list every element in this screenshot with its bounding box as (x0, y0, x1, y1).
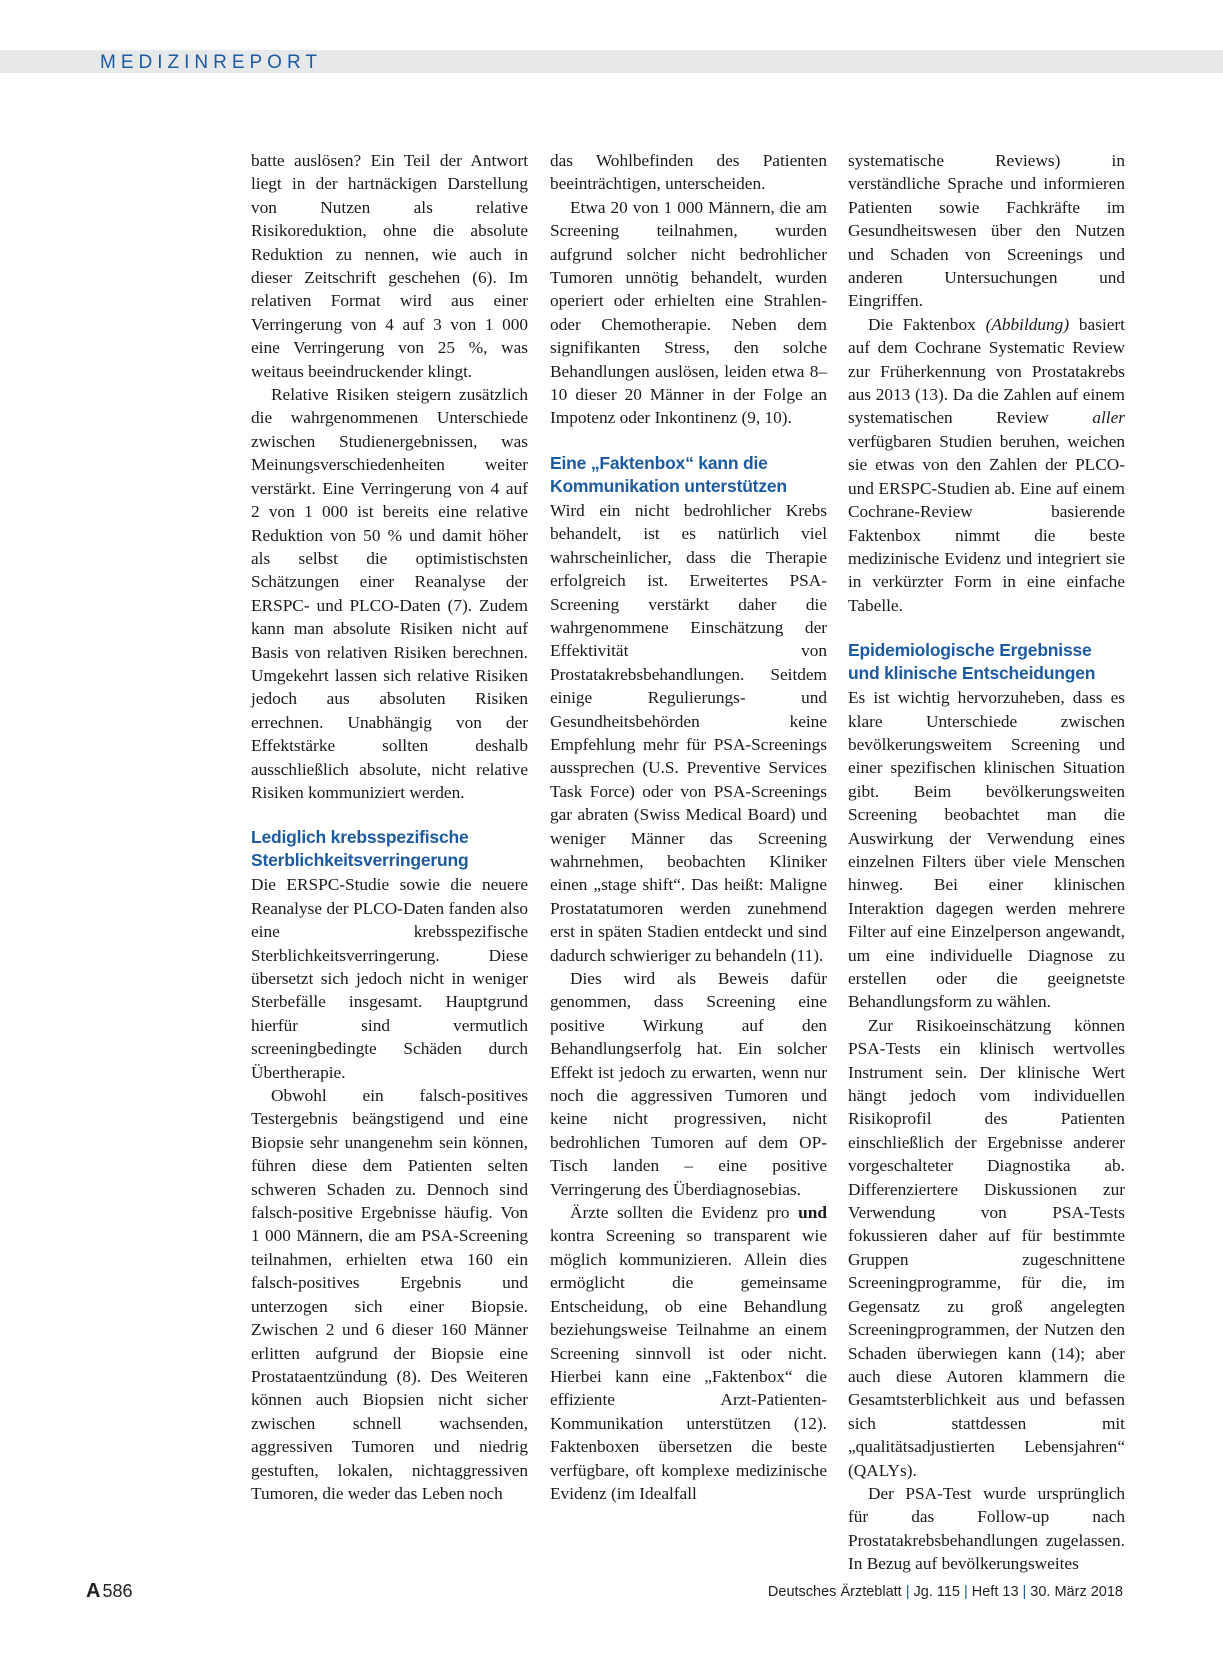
separator: | (963, 1584, 968, 1600)
text-run: Die Faktenbox (868, 314, 976, 334)
paragraph: Relative Risiken steigern zusätzlich die wahrgenommenen Unterschiede zwischen Studienergebnissen, was Meinungsverschiedenheiten weiter verstärkt. Eine Verringerung von 4 auf 2 von 1 000 ist bereits eine relative Reduktion von 50 % und damit höher als selbst die optimistischsten Schätzungen einer Reanalyse der ERSPC- und PLCO-Daten (7). Zudem kann man absolute Risiken nicht auf Basis von relativen Risiken berechnen. Umgekehrt lassen sich relative Risiken jedoch aus absoluten Risiken errechnen. Unabhängig von der Effektstärke sollten deshalb ausschließlich absolute, nicht relative Risiken kommuniziert werden. (251, 385, 528, 802)
bold-word: und (798, 1203, 827, 1223)
paragraph: Obwohl ein falsch-positives Testergebnis beängstigend und eine Biopsie sehr unangenehm sein können, führen diese dem Patienten selten schweren Schaden zu. Dennoch sind falsch-positive Ergebnisse häufig. Von 1 000 Männern, die am PSA-Screening teilnahmen, erhielten etwa 160 ein falsch-positives Ergebnis und unterzogen sich einer Biopsie. Zwischen 2 und 6 dieser 160 Männer erlitten aufgrund der Biopsie eine Prostataentzündung (8). Des Weiteren können auch Biopsien nicht sicher zwischen schnell wachsenden, aggressiven Tumoren und niedrig gestuften, lokalen, nichtaggressiven Tumoren, die weder das Leben noch (251, 1086, 528, 1503)
column-1 (251, 149, 528, 1505)
page-number-value: 586 (102, 1581, 133, 1601)
separator: | (905, 1584, 910, 1600)
text-run: kontra Screening so transparent wie möglich kommunizieren. Allein dies ermöglicht die gemeinsame Entscheidung, ob eine Behandlung beziehungsweise Teilnahme an einem Screening sinnvoll ist oder nicht. Hierbei kann eine „Faktenbox“ die effiziente Arzt-Patienten-Kommunikation unterstützen (12). Faktenboxen übersetzen die beste verfügbare, oft komplexe medizinische Evidenz (im Idealfall (550, 1226, 827, 1503)
subheading: Epidemiologische Ergebnisse und klinische Entscheidungen (848, 640, 1096, 684)
page-number (86, 1580, 133, 1604)
journal-name: Deutsches Ärzteblatt (767, 1584, 902, 1600)
page-prefix: A (86, 1580, 101, 1602)
paragraph (550, 1201, 827, 1505)
paragraph: Dies wird als Beweis dafür genommen, dass Screening eine positive Wirkung auf den Behandlungserfolg hat. Ein solcher Effekt ist jedoch zu erwarten, wenn nur noch die aggressiven Tumoren und keine nicht progressiven, nicht bedrohlichen Tumoren auf dem OP-Tisch landen – eine positive Verringerung des Überdiagnosebias. (550, 969, 827, 1199)
journal-volume: Jg. 115 (913, 1584, 960, 1600)
paragraph: das Wohlbefinden des Patienten beeinträchtigen, unterscheiden. (550, 151, 827, 194)
paragraph (848, 313, 1125, 617)
text-run: verfügbaren Studien beruhen, weichen sie etwas von den Zahlen der PLCO- und ERSPC-Studien ab. Eine auf einem Cochrane-Review basierende Faktenbox nimmt die beste medizinische Evidenz und integriert sie in verkürzter Form in eine einfache Tabelle. (848, 431, 1125, 615)
paragraph: batte auslösen? Ein Teil der Antwort liegt in der hartnäckigen Darstellung von Nutzen als relative Risikoreduktion, ohne die absolute Reduktion zu nennen, wie auch in dieser Zeitschrift geschehen (6). Im relativen Format wird aus einer Verringerung von 4 auf 3 von 1 000 eine Verringerung von 25 %, was weitaus beeindruckender klingt. (251, 151, 528, 381)
italic-word: aller (1092, 408, 1125, 428)
text-run: Ärzte sollten die Evidenz pro (570, 1203, 790, 1223)
column-3 (848, 149, 1125, 1576)
paragraph: Etwa 20 von 1 000 Männern, die am Screening teilnahmen, wurden aufgrund solcher nicht bedrohlicher Tumoren unnötig behandelt, wurden operiert oder erhielten eine Strahlen- oder Chemotherapie. Neben dem signifikanten Stress, den solche Behandlungen auslösen, leiden etwa 8–10 dieser 20 Männer in der Folge an Impotenz oder Inkontinenz (9, 10). (550, 197, 827, 428)
separator: | (1022, 1584, 1027, 1600)
italic-ref: (Abbildung) (985, 314, 1070, 334)
paragraph: Wird ein nicht bedrohlicher Krebs behandelt, ist es natürlich viel wahrscheinlicher, dass die Therapie erfolgreich ist. Erweitertes PSA-Screening verstärkt daher die wahrgenommene Einschätzung der Effektivität von Prostatakrebsbehandlungen. Seitdem einige Regulierungs- und Gesundheitsbehörden keine Empfehlung mehr für PSA-Screenings aussprechen (U.S. Preventive Services Task Force) oder von PSA-Screenings gar abraten (Swiss Medical Board) und weniger Männer das Screening wahrnehmen, beobachten Kliniker einen „stage shift“. Das heißt: Maligne Prostatatumoren werden zunehmend erst in späten Stadien entdeckt und sind dadurch schwieriger zu behandeln (11). (550, 500, 827, 965)
paragraph: Die ERSPC-Studie sowie die neuere Reanalyse der PLCO-Daten fanden also eine krebsspezifische Sterblichkeitsverringerung. Diese übersetzt sich jedoch nicht in weniger Sterbefälle insgesamt. Hauptgrund hierfür sind vermutlich screeningbedingte Schäden durch Übertherapie. (251, 875, 528, 1082)
journal-issue: Heft 13 (971, 1584, 1019, 1600)
text-run: basiert auf dem Cochrane Systematic Review zur Früherkennung von Prostatakrebs aus 2013 (13). Da die Zahlen auf einem systematischen Review (848, 314, 1125, 428)
section-label: MEDIZINREPORT (100, 52, 322, 73)
paragraph: Es ist wichtig hervorzuheben, dass es klare Unterschiede zwischen bevölkerungsweitem Screening und einer spezifischen klinischen Situation gibt. Beim bevölkerungsweiten Screening beobachtet man die Auswirkung der Verwendung eines einzelnen Filters über viele Menschen hinweg. Bei einer klinischen Interaktion dagegen werden mehrere Filter auf eine Einzelperson angewandt, um eine individuelle Diagnose zu erstellen oder die geeignetste Behandlungsform zu wählen. (848, 688, 1125, 1012)
column-2 (550, 149, 827, 1505)
paragraph: systematische Reviews) in verständliche Sprache und informieren Patienten sowie Fachkräfte im Gesundheitswesen über den Nutzen und Schaden von Screenings und anderen Untersuchungen und Eingriffen. (848, 151, 1125, 311)
journal-info (768, 1580, 1123, 1604)
paragraph: Zur Risikoeinschätzung können PSA-Tests ein klinisch wertvolles Instrument sein. Der klinische Wert hängt jedoch vom individuellen Risikoprofil des Patienten einschließlich der Ergebnisse anderer vorgeschalteter Diagnostika ab. Differenziertere Diskussionen zur Verwendung von PSA-Tests fokussieren daher auf für bestimmte Gruppen zugeschnittene Screeningprogramme, für die, im Gegensatz zu groß angelegten Screeningprogrammen, der Nutzen den Schaden überwiegen kann (14); aber auch diese Autoren klammern die Gesamtsterblichkeit aus und befassen sich stattdessen mit „qualitätsadjustierten Lebensjahren“ (QALYs). (848, 1015, 1125, 1480)
subheading: Eine „Faktenbox“ kann die Kommunikation unterstützen (550, 452, 787, 496)
paragraph: Der PSA-Test wurde ursprünglich für das Follow-up nach Prostatakrebsbehandlungen zugelassen. In Bezug auf bevölkerungsweites (848, 1483, 1125, 1574)
subheading: Lediglich krebsspezifische Sterblichkeitsverringerung (251, 827, 469, 871)
journal-date: 30. März 2018 (1030, 1584, 1123, 1600)
